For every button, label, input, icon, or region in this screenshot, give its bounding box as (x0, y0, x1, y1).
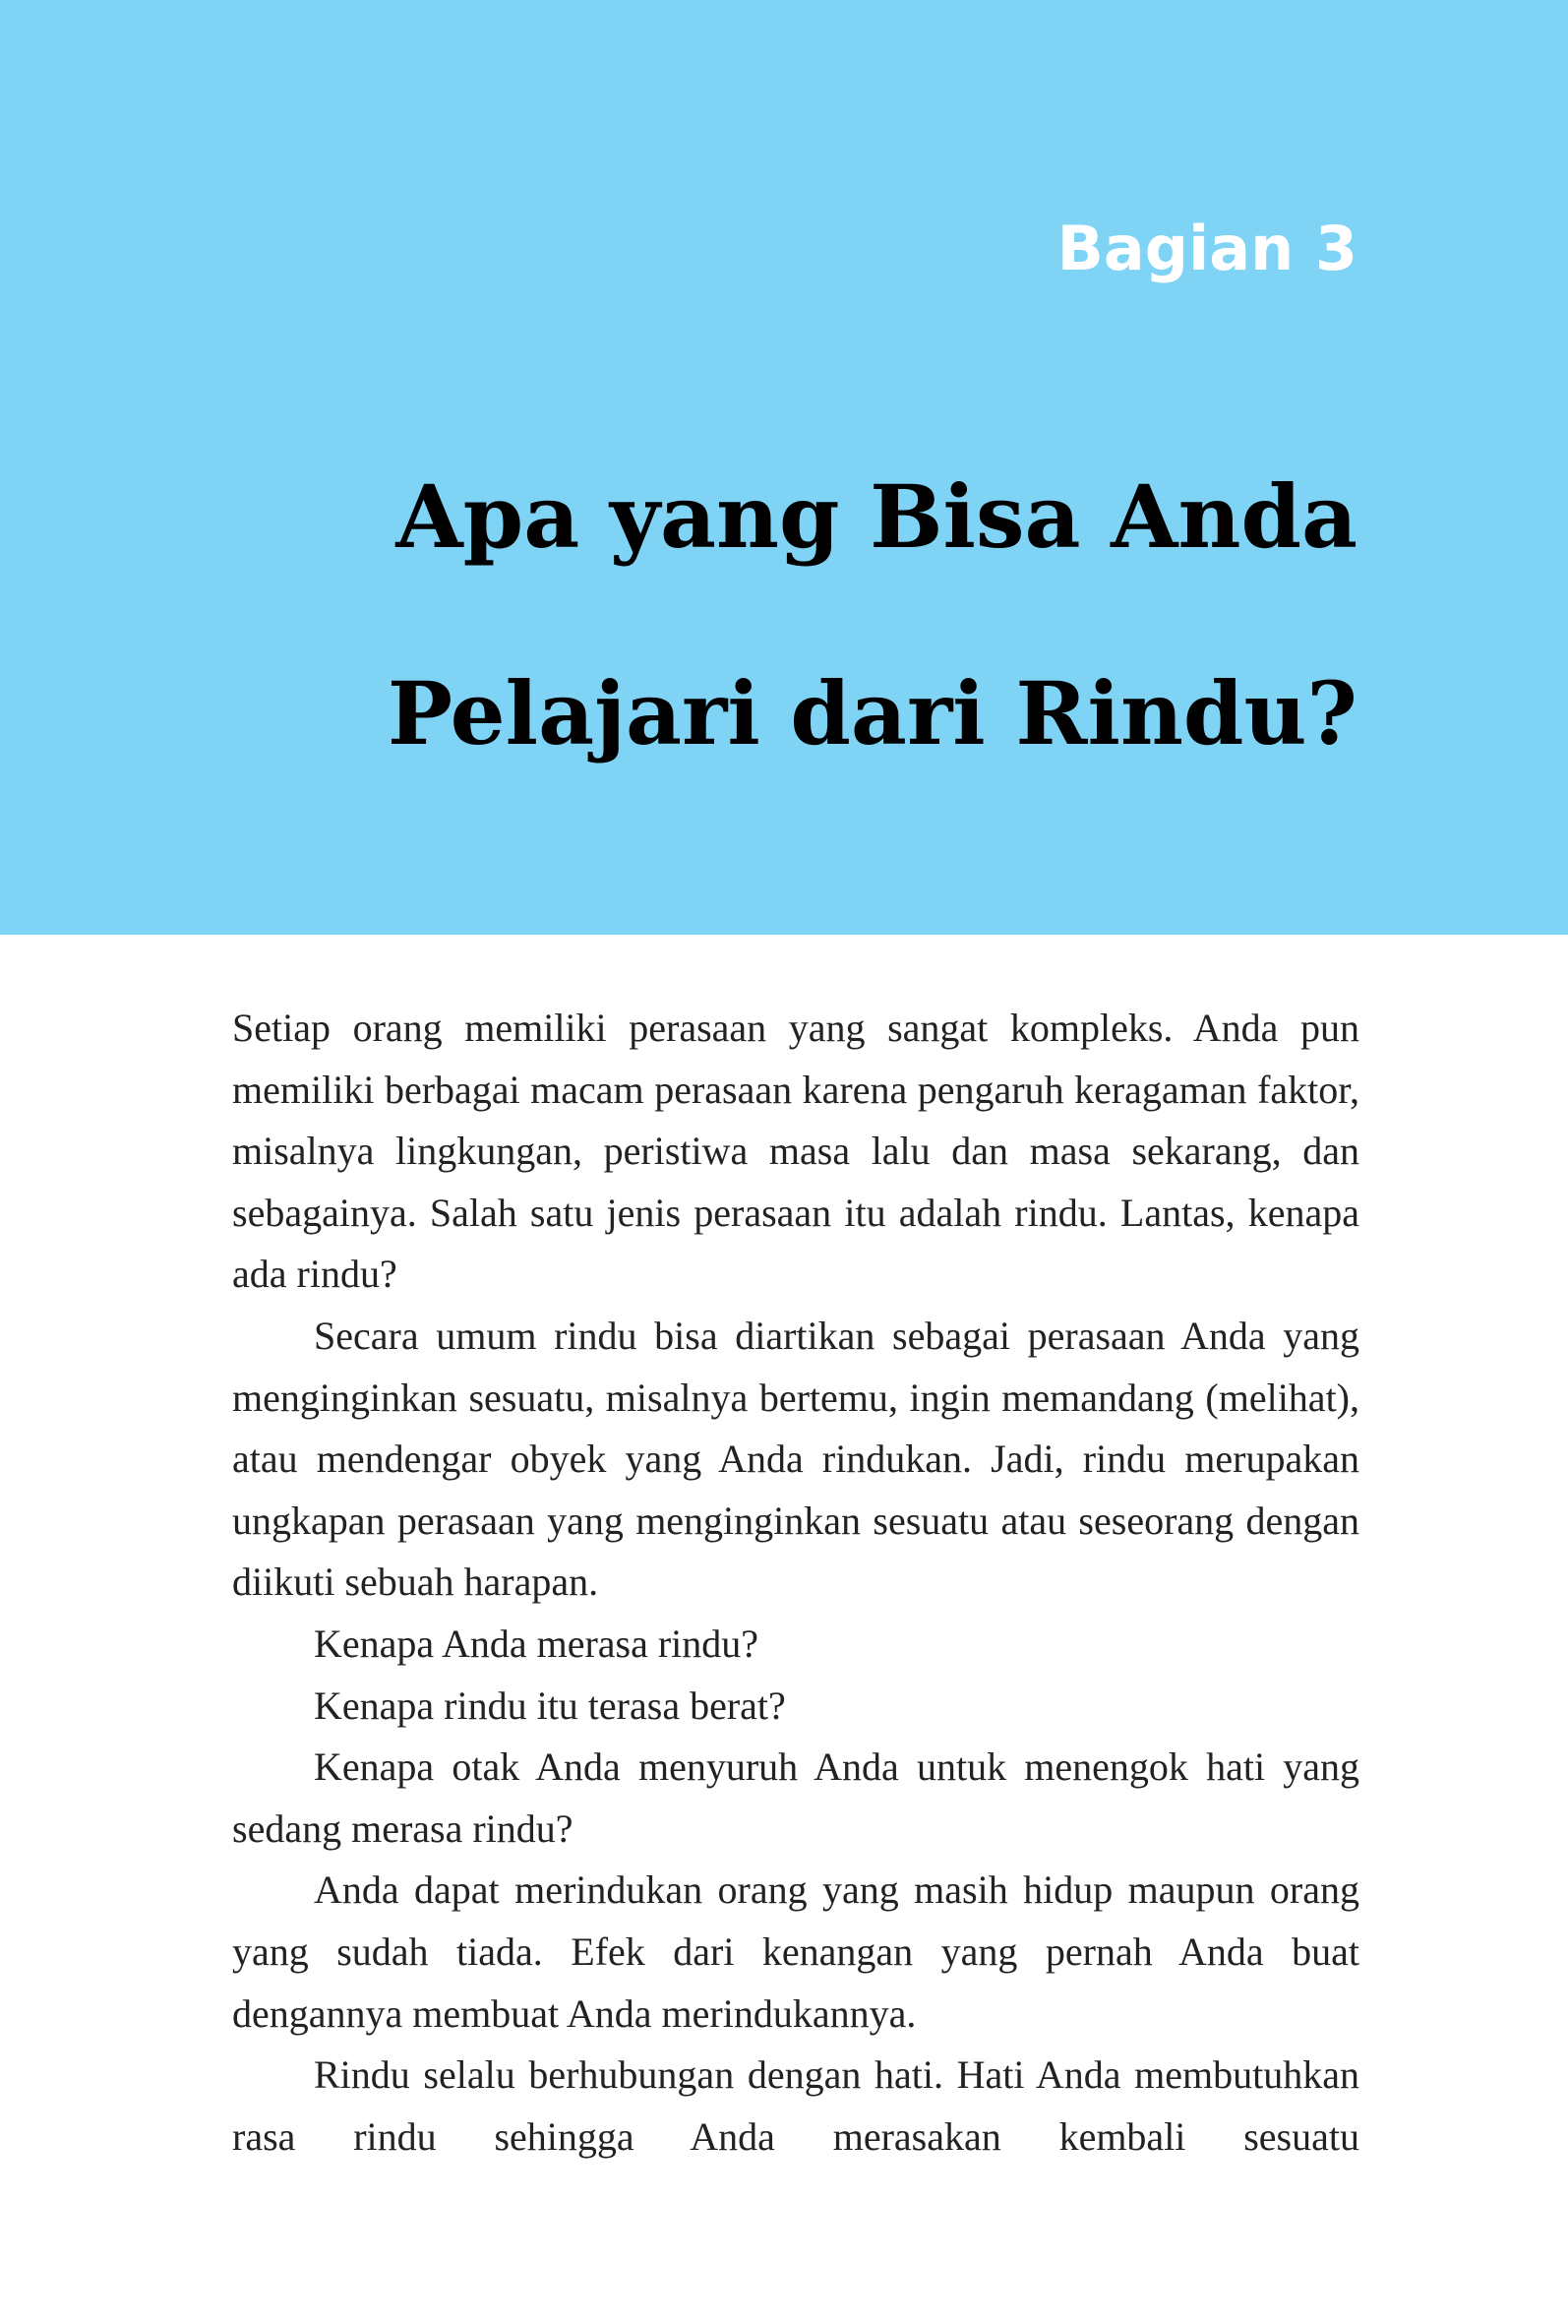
chapter-title (388, 418, 1357, 812)
paragraph: Kenapa rindu itu terasa berat? (314, 1682, 786, 1728)
paragraph: Kenapa Anda merasa rindu? (314, 1621, 759, 1666)
chapter-header-band (0, 0, 1568, 935)
chapter-label: Bagian 3 (1056, 213, 1357, 284)
paragraph: Secara umum rindu bisa diartikan sebagai perasaan Anda yang menginginkan sesuatu, misalnya bertemu, ingin memandang (melihat), atau mendengar obyek yang Anda rindukan. Jadi, rindu merupakan ungkapan perasaan yang menginginkan sesuatu atau seseorang dengan diikuti sebuah harapan. (232, 1313, 1359, 1605)
chapter-title-line-1: Apa yang Bisa Anda (395, 465, 1357, 568)
body-text (232, 998, 1359, 2168)
paragraph: Setiap orang memiliki perasaan yang sangat kompleks. Anda pun memiliki berbagai macam perasaan karena pengaruh keragaman faktor, misalnya lingkungan, peristiwa masa lalu dan masa sekarang, dan sebagainya. Salah satu jenis perasaan itu adalah rindu. Lantas, kenapa ada rindu? (232, 1006, 1359, 1297)
chapter-title-line-2: Pelajari dari Rindu? (387, 662, 1357, 764)
paragraph: Anda dapat merindukan orang yang masih hidup maupun orang yang sudah tiada. Efek dari kenangan yang pernah Anda buat dengannya membuat Anda merindukannya. (232, 1867, 1359, 2036)
paragraph: Rindu selalu berhubungan dengan hati. Hati Anda membutuhkan rasa rindu sehingga Anda merasakan kembali sesuatu (232, 2052, 1359, 2159)
paragraph: Kenapa otak Anda menyuruh Anda untuk menengok hati yang sedang merasa rindu? (232, 1744, 1359, 1851)
